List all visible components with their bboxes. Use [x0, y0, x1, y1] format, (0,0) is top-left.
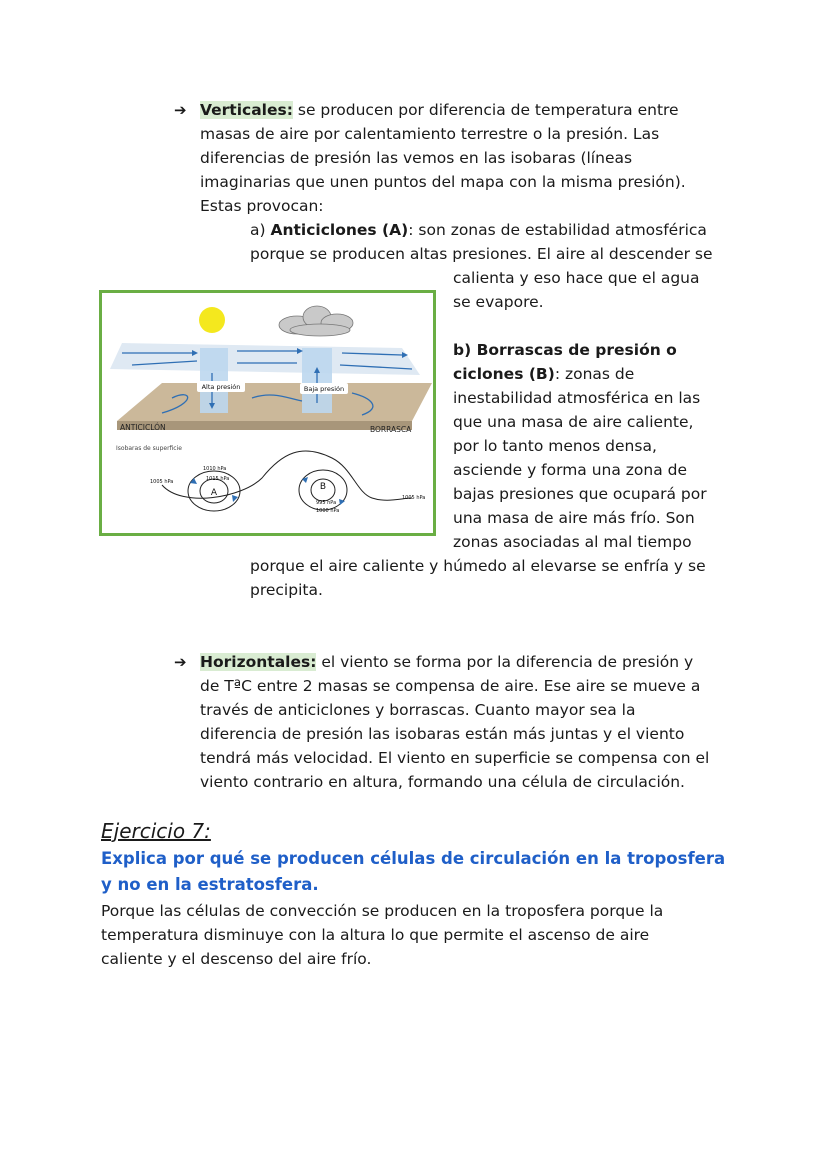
pressure-1000: 1000 hPa: [316, 508, 340, 514]
anticiclones-line: se evapore.: [453, 293, 544, 311]
isobar-lines: [162, 451, 412, 511]
exercise-question: Explica por qué se producen células de circulación en la troposfera: [101, 849, 726, 868]
borrascas-line: precipita.: [250, 581, 323, 599]
borrascas-line: por lo tanto menos densa,: [453, 437, 657, 455]
cyclone-B: B: [319, 482, 327, 492]
anticyclone-A: A: [210, 488, 218, 498]
pressure-1005-right: 1005 hPa: [402, 495, 426, 501]
isobaras-label: Isobaras de superficie: [116, 445, 182, 452]
anticiclones-line: porque se producen altas presiones. El aire al descender se: [250, 245, 713, 263]
verticales-line: diferencias de presión las vemos en las isobaras (líneas: [200, 149, 633, 167]
horizontales-term: Horizontales:: [200, 653, 317, 671]
horizontales-line: de TªC entre 2 masas se compensa de aire. Ese aire se mueve a: [200, 677, 701, 695]
bullet-arrow-icon: ➔: [174, 101, 187, 119]
borrasca-label: BORRASCA: [370, 425, 412, 434]
borrascas-line-2: ciclones (B): zonas de: [453, 365, 635, 383]
borrascas-term-line: b) Borrascas de presión o: [453, 341, 677, 359]
surface-slab: [117, 383, 432, 421]
cloud-icon: [279, 306, 353, 336]
verticales-line: Estas provocan:: [200, 197, 324, 215]
exercise-question: y no en la estratosfera.: [101, 875, 319, 894]
horizontales-line: diferencia de presión las isobaras están más juntas y el viento: [200, 725, 685, 743]
high-pressure-label: Alta presión: [201, 383, 241, 391]
exercise-answer: Porque las células de convección se producen en la troposfera porque la: [101, 902, 664, 920]
horizontales-line-1: Horizontales: el viento se forma por la diferencia de presión y: [200, 653, 694, 671]
borrascas-line: que una masa de aire caliente,: [453, 413, 694, 431]
pressure-1010: 1010 hPa: [203, 466, 227, 472]
verticales-line: masas de aire por calentamiento terrestre o la presión. Las: [200, 125, 660, 143]
anticiclones-line-1: a) Anticiclones (A): son zonas de estabilidad atmosférica: [250, 221, 707, 239]
horizontales-line: tendrá más velocidad. El viento en superficie se compensa con el: [200, 749, 710, 767]
pressure-995: 995 hPa: [316, 500, 337, 506]
borrascas-line: bajas presiones que ocupará por: [453, 485, 707, 503]
borrascas-line: porque el aire caliente y húmedo al elevarse se enfría y se: [250, 557, 706, 575]
borrascas-line: zonas asociadas al mal tiempo: [453, 533, 692, 551]
exercise-answer: caliente y el descenso del aire frío.: [101, 950, 372, 968]
horizontales-line: través de anticiclones y borrascas. Cuanto mayor sea la: [200, 701, 636, 719]
sun-icon: [199, 307, 225, 333]
exercise-title: Ejercicio 7:: [101, 819, 211, 843]
verticales-term: Verticales:: [200, 101, 293, 119]
exercise-answer: temperatura disminuye con la altura lo que permite el ascenso de aire: [101, 926, 650, 944]
pressure-diagram: [102, 293, 433, 533]
anticiclones-term: Anticiclones (A): [270, 221, 409, 239]
pressure-1005-left: 1005 hPa: [150, 479, 174, 485]
borrascas-line: inestabilidad atmosférica en las: [453, 389, 701, 407]
borrascas-line: asciende y forma una zona de: [453, 461, 688, 479]
upper-air-layer: [110, 343, 420, 375]
pressure-diagram-figure: [99, 290, 436, 536]
horizontales-line: viento contrario en altura, formando una célula de circulación.: [200, 773, 685, 791]
bullet-arrow-icon: ➔: [174, 653, 187, 671]
borrascas-line: una masa de aire más frío. Son: [453, 509, 695, 527]
anticiclon-label: ANTICICLÓN: [120, 423, 166, 432]
pressure-1015: 1015 hPa: [206, 476, 230, 482]
verticales-line: imaginarias que unen puntos del mapa con la misma presión).: [200, 173, 686, 191]
verticales-line-1: Verticales: se producen por diferencia de temperatura entre: [200, 101, 679, 119]
anticiclones-line: calienta y eso hace que el agua: [453, 269, 700, 287]
low-pressure-label: Baja presión: [303, 385, 345, 393]
